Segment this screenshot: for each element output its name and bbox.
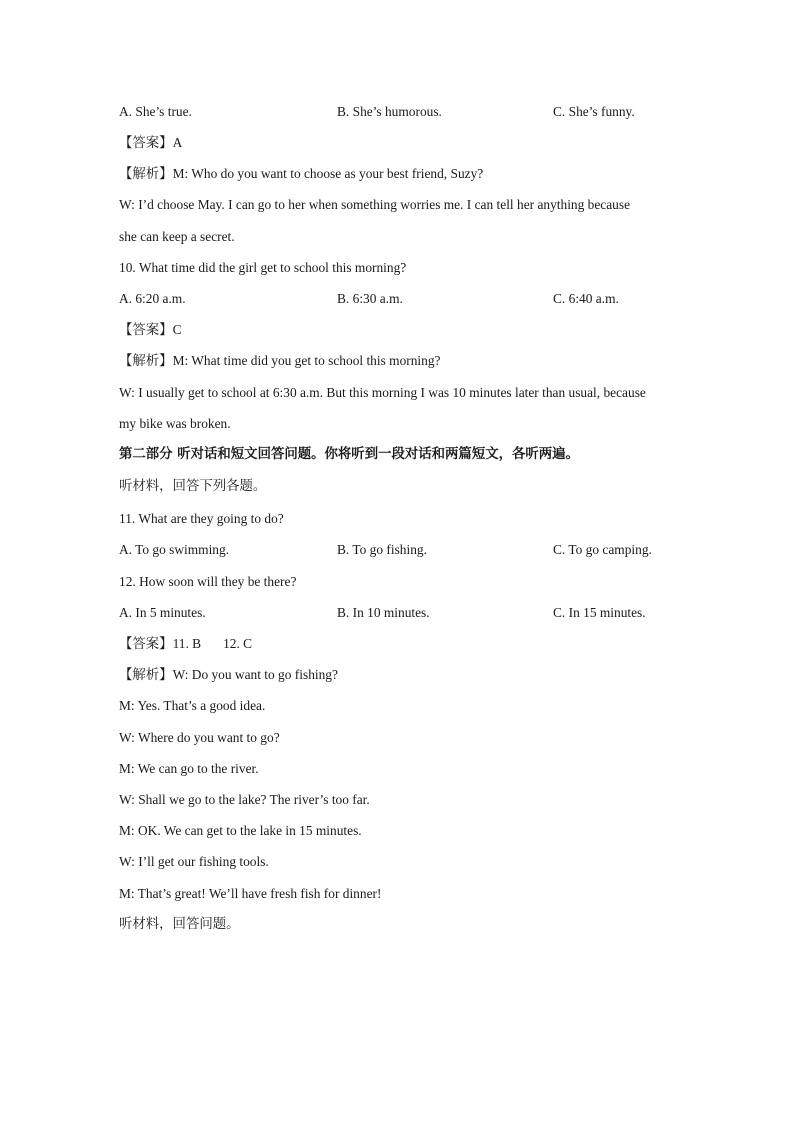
part-2-heading: 第二部分 听对话和短文回答问题。你将听到一段对话和两篇短文，各听两遍。 <box>119 447 579 462</box>
answer-tag: 【答案】 <box>119 323 173 338</box>
analysis-tag: 【解析】 <box>119 668 173 683</box>
answer-value-12: 12. C <box>223 636 253 651</box>
answer-value: A <box>172 135 183 150</box>
q10-analysis-line-1 <box>119 352 440 371</box>
dialogue-line: W: I’ll get our fishing tools. <box>119 854 269 869</box>
q10-question: 10. What time did the girl get to school this morning? <box>119 260 407 275</box>
part-2-instruction: 听材料，回答下列各题。 <box>119 479 267 494</box>
analysis-text: M: What time did you get to school this morning? <box>172 353 441 368</box>
q9-analysis-line-1 <box>119 165 483 184</box>
dialogue-line: W: Shall we go to the lake? The river’s too far. <box>119 792 370 807</box>
analysis-text: W: Do you want to go fishing? <box>172 667 338 682</box>
analysis-tag: 【解析】 <box>119 354 173 369</box>
q12-question: 12. How soon will they be there? <box>119 574 297 589</box>
q12-option-b: B. In 10 minutes. <box>337 605 430 620</box>
q11-option-a: A. To go swimming. <box>119 542 230 557</box>
dialogue-line: W: Where do you want to go? <box>119 730 280 745</box>
q9-answer <box>119 134 182 153</box>
q11-option-c: C. To go camping. <box>553 542 652 557</box>
analysis-tag: 【解析】 <box>119 167 173 182</box>
q9-analysis-line-2: W: I’d choose May. I can go to her when something worries me. I can tell her anything because <box>119 197 631 212</box>
q9-analysis-line-3: she can keep a secret. <box>119 229 235 244</box>
dialogue-line: M: OK. We can get to the lake in 15 minutes. <box>119 823 362 838</box>
q10-analysis-line-2: W: I usually get to school at 6:30 a.m. But this morning I was 10 minutes later than usual, because <box>119 385 646 400</box>
q10-answer <box>119 321 182 340</box>
analysis-text: M: Who do you want to choose as your best friend, Suzy? <box>172 166 484 181</box>
answer-tag: 【答案】 <box>119 136 173 151</box>
dialogue-line: M: That’s great! We’ll have fresh fish for dinner! <box>119 886 382 901</box>
q10-analysis-line-3: my bike was broken. <box>119 416 231 431</box>
q11-12-answer <box>119 635 252 654</box>
q9-option-a: A. She’s true. <box>119 104 192 119</box>
dialogue-line: M: Yes. That’s a good idea. <box>119 698 266 713</box>
q10-option-b: B. 6:30 a.m. <box>337 291 403 306</box>
answer-tag: 【答案】 <box>119 637 173 652</box>
answer-value-11: 11. B <box>172 636 202 651</box>
q9-option-b: B. She’s humorous. <box>337 104 442 119</box>
q9-option-c: C. She’s funny. <box>553 104 635 119</box>
q10-option-a: A. 6:20 a.m. <box>119 291 186 306</box>
q12-option-c: C. In 15 minutes. <box>553 605 646 620</box>
answer-value: C <box>172 322 182 337</box>
q10-option-c: C. 6:40 a.m. <box>553 291 619 306</box>
dialogue-line: M: We can go to the river. <box>119 761 259 776</box>
q12-option-a: A. In 5 minutes. <box>119 605 206 620</box>
q11-question: 11. What are they going to do? <box>119 511 284 526</box>
q11-option-b: B. To go fishing. <box>337 542 427 557</box>
q11-12-analysis-line-1 <box>119 666 338 685</box>
next-instruction: 听材料，回答问题。 <box>119 917 240 932</box>
